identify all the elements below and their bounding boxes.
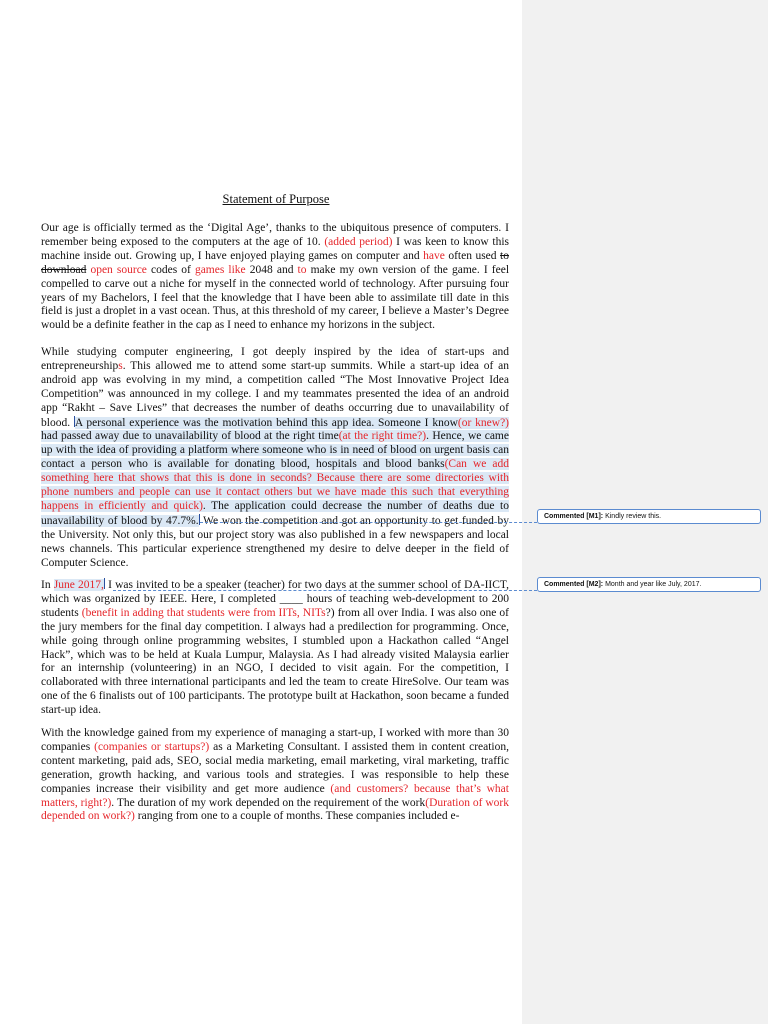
commented-date[interactable]: June 2017, — [53, 579, 104, 591]
revision-insert: to — [297, 263, 307, 276]
text: While studying computer engineering, I got deeply inspired by the idea of start-ups and entrepreneurship — [41, 346, 509, 372]
text: I was keen to know this machine inside out. Growing up, I have enjoyed playing games on computer and — [41, 235, 510, 262]
comment-balloon[interactable] — [537, 509, 761, 524]
commented-text[interactable]: . The application could decrease the number of deaths due to unavailability of blood by 47.7%. — [41, 499, 509, 527]
text: With the knowledge gained from my experience of managing a start-up, I worked with more than 30 companies — [41, 727, 509, 753]
revision-note: (and customers? because that’s what matters, right?) — [41, 782, 509, 809]
text: as a Marketing Consultant. I assisted them in content creation, content marketing, paid ads, SEO, social media marketing, email marketing, viral marketing, traffic generation, growth hacking, and various tools and strategies. I was responsible to help these companies increase their visibility and get more audience — [41, 740, 510, 795]
text: Our age is officially termed as the ‘Digital Age’, thanks to the ubiquitous presence of computers. I remember being exposed to the computers at the age of 10. — [41, 222, 509, 248]
revision-deletion: to download — [41, 249, 509, 276]
comment-connector — [113, 590, 537, 591]
paragraph-3 — [41, 578, 509, 718]
comment-connector — [200, 522, 537, 523]
comment-label: Commented [M1]: — [544, 513, 604, 520]
comment-balloon[interactable] — [537, 577, 761, 592]
text: ranging from one to a couple of months. These companies included e- — [134, 810, 460, 823]
revision-note: (Can we add something here that shows that this is done in seconds? Because there are some directories with phone numbers and people can use it contact others but we have made this such that everything happens in efficiently and quick) — [41, 458, 509, 512]
comment-text: Month and year like July, 2017. — [605, 581, 702, 588]
revision-insert: s — [118, 359, 123, 372]
revision-note: (benefit in adding that students were from IITs, NITs — [81, 606, 326, 619]
paragraph-2 — [41, 346, 509, 571]
revision-note: (added period) — [324, 235, 393, 248]
paragraph-1 — [41, 222, 509, 333]
document-title: Statement of Purpose — [222, 192, 330, 206]
text: 2048 and — [245, 263, 298, 276]
text: . The duration of my work depended on the requirement of the work — [111, 796, 426, 809]
revision-insert: games like — [194, 263, 246, 276]
commented-text[interactable]: A personal experience was the motivation behind this app idea. Someone I know — [74, 416, 458, 429]
revision-note: (Duration of work depended on work?) — [41, 796, 509, 823]
comment-text: Kindly review this. — [605, 513, 662, 520]
commented-text[interactable]: had passed away due to unavailability of blood at the right time — [41, 430, 339, 443]
revision-insert: have — [423, 249, 445, 262]
text: ?) from all over India. I was also one of the jury members for the final day competition. I always had a predilection for programming. Once, while going through online programming websites, I stumbled upon a Hackathon called “Angel Hack”, which was to be held at Kuala Lumpur, Malaysia. As I had already visited Malaysia earlier for an internship (volunteering) in an NGO, I decided to visit again. For the competition, I collaborated with three international participants and led the team to create HireSolve. Our team was one of the 6 finalists out of 100 participants. The prototype built at Hackathon, soon became a funded start-up idea. — [41, 606, 510, 717]
text: I was invited to be a speaker (teacher) for two days at the summer school of DA-IICT, which was organized by IEEE. Here, I completed ____ hours of teaching web-development to 200 students — [41, 579, 509, 619]
text: often used — [444, 249, 501, 262]
revision-note: (or knew?) — [457, 416, 509, 429]
revision-insert: open source — [90, 263, 147, 276]
revision-note: (at the right time?) — [338, 430, 427, 443]
paragraph-4 — [41, 727, 509, 824]
revision-note: (companies or startups?) — [94, 740, 210, 753]
text: We won the competition and got an opportunity to get funded by the University. Not only this, but our project story was also published in a few newspapers and local news channels. This particular experience strengthened my desire to delve deeper in the field of Computer Science. — [41, 514, 509, 569]
text: . This allowed me to attend some start-up summits. While a start-up idea of an android app was evolving in my mind, a competition called “The Most Innovative Project Idea Competition” was announced in my college. I and my teammates presented the idea of an android app “Rakht – Save Lives” that decreases the number of deaths occurring due to unavailability of blood. — [41, 359, 509, 429]
comment-label: Commented [M2]: — [544, 581, 604, 588]
text: In — [41, 579, 54, 591]
commented-text[interactable]: . Hence, we came up with the idea of providing a platform where someone who is in need of blood on urgent basis can contact a person who is available for donating blood, hospitals and blood banks — [41, 430, 509, 471]
text: codes of — [146, 263, 195, 276]
text: make my own version of the game. I feel compelled to carve out a niche for myself in the connected world of technology. After pursuing four years of my Bachelors, I feel that the knowledge that I have been able to assimilate till date in this field is just a droplet in a vast ocean. Thus, at this threshold of my career, I believe a Master’s Degree would be a definite feather in the cap as I need to enhance my horizons in the subject. — [41, 263, 510, 332]
